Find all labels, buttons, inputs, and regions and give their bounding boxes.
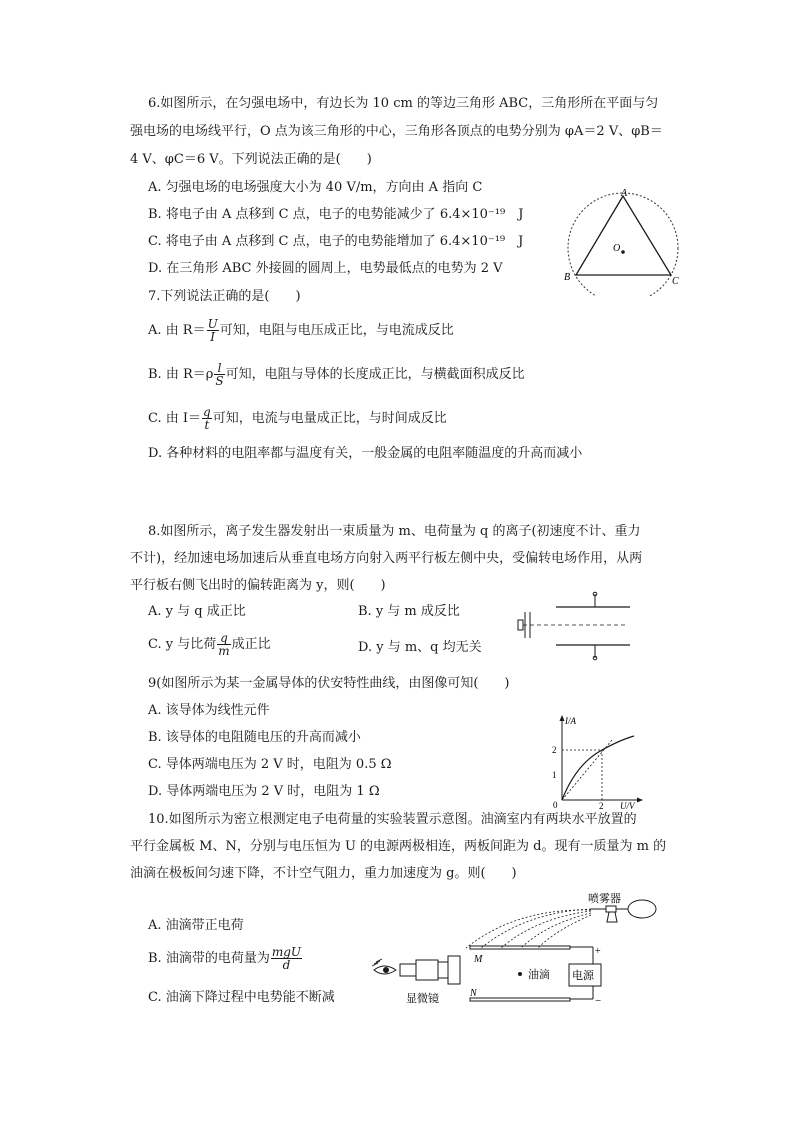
q8-option-c-suffix: 成正比 (231, 637, 271, 652)
q9-xtick-2: 2 (599, 801, 604, 810)
q7-option-c (148, 406, 447, 432)
q7-option-b-fraction (214, 362, 224, 387)
q9-option-c: C. 导体两端电压为 2 V 时，电阻为 0.5 Ω (148, 757, 392, 772)
q8-stem-line3: 平行板右侧飞出时的偏转距离为 y，则( ) (130, 578, 386, 593)
q10-stem-line1: 10.如图所示为密立根测定电子电荷量的实验装置示意图。油滴室内有两块水平放置的 (148, 812, 637, 827)
q10-power-label: 电源 (572, 970, 594, 982)
q7-option-c-fraction (202, 406, 212, 431)
q7-stem: 7.下列说法正确的是( ) (148, 289, 301, 304)
q8-stem-line2: 不计)，经加速电场加速后从垂直电场方向射入两平行板左侧中央，受偏转电场作用，从两 (130, 551, 643, 566)
q9-xlabel: U/V (620, 801, 635, 810)
q6-option-c: C. 将电子由 A 点移到 C 点，电子的电势能增加了 6.4×10⁻¹⁹ J (148, 234, 524, 249)
q9-iv-curve-graph (540, 712, 650, 810)
q8-option-c-fraction (217, 632, 230, 657)
q6-label-o: O (613, 243, 621, 254)
q7-option-a-fraction (207, 318, 219, 343)
q7-option-b (148, 362, 525, 388)
q7-option-c-den: t (204, 418, 210, 432)
q8-option-c (148, 632, 271, 658)
q9-option-b: B. 该导体的电阻随电压的升高而减小 (148, 730, 361, 745)
q10-millikan-apparatus-figure (366, 890, 666, 1010)
q7-option-b-num: l (214, 362, 224, 375)
q8-option-a: A. y 与 q 成正比 (148, 604, 246, 619)
q9-ytick-1: 1 (552, 770, 557, 780)
q10-plate-n-label: N (470, 988, 477, 999)
q7-option-a-den: I (210, 330, 216, 344)
q8-option-d: D. y 与 m、q 均无关 (358, 640, 482, 655)
q6-triangle-circle-figure (560, 188, 690, 296)
q10-option-b-den: d (282, 958, 291, 972)
q6-stem-line2: 强电场的电场线平行，O 点为该三角形的中心，三角形各顶点的电势分别为 φA＝2 V、φB＝ (130, 124, 663, 139)
q9-origin: 0 (553, 800, 558, 810)
q7-option-b-prefix: B. 由 R＝ρ (148, 367, 214, 382)
q10-option-c: C. 油滴下降过程中电势能不断减 (148, 990, 335, 1005)
q10-option-b-fraction (271, 946, 302, 971)
q7-option-a-suffix: 可知，电阻与电压成正比，与电流成反比 (219, 323, 454, 338)
q6-label-b: B (564, 272, 571, 283)
q6-label-a: A (621, 188, 628, 199)
q7-option-d: D. 各种材料的电阻率都与温度有关，一般金属的电阻率随温度的升高而减小 (148, 446, 583, 461)
q7-option-a-num: U (207, 317, 218, 331)
q10-minus-label: − (595, 995, 602, 1007)
q8-option-c-prefix: C. y 与比荷 (148, 637, 217, 652)
q7-option-c-num: q (203, 405, 211, 419)
q6-option-b: B. 将电子由 A 点移到 C 点，电子的电势能减少了 6.4×10⁻¹⁹ J (148, 207, 524, 222)
q10-plate-m-label: M (474, 954, 483, 965)
q6-stem-line1: 6.如图所示，在匀强电场中，有边长为 10 cm 的等边三角形 ABC，三角形所在平面与匀 (148, 96, 659, 111)
q9-option-a: A. 该导体为线性元件 (148, 703, 270, 718)
q10-microscope-label: 显微镜 (406, 993, 439, 1005)
q10-plus-label: + (595, 946, 601, 957)
q6-option-a: A. 匀强电场的电场强度大小为 40 V/m，方向由 A 指向 C (148, 180, 483, 195)
q10-stem-line2: 平行金属板 M、N，分别与电压恒为 U 的电源两极相连，两板间距为 d。现有一质量为 m 的 (130, 839, 667, 854)
q9-option-d: D. 导体两端电压为 2 V 时，电阻为 1 Ω (148, 784, 380, 799)
q8-option-b: B. y 与 m 成反比 (358, 604, 460, 619)
q10-drop-label: 油滴 (528, 969, 550, 981)
q10-sprayer-label: 喷雾器 (588, 893, 621, 905)
q7-option-b-suffix: 可知，电阻与导体的长度成正比，与横截面积成反比 (225, 367, 525, 382)
q9-ytick-2: 2 (552, 745, 557, 755)
q7-option-b-den: S (215, 374, 224, 388)
q6-option-d: D. 在三角形 ABC 外接圆的圆周上，电势最低点的电势为 2 V (148, 261, 503, 276)
q7-option-c-prefix: C. 由 I＝ (148, 411, 202, 426)
q8-option-c-num: q (217, 632, 230, 645)
q9-stem: 9(如图所示为某一金属导体的伏安特性曲线，由图像可知( ) (148, 676, 510, 691)
q10-option-b-prefix: B. 油滴带的电荷量为 (148, 951, 270, 966)
q10-stem-line3: 油滴在极板间匀速下降，不计空气阻力，重力加速度为 g。则( ) (130, 866, 517, 881)
q10-option-a: A. 油滴带正电荷 (148, 918, 244, 933)
q7-option-c-suffix: 可知，电流与电量成正比，与时间成反比 (212, 411, 447, 426)
q8-stem-line1: 8.如图所示，离子发生器发射出一束质量为 m、电荷量为 q 的离子(初速度不计、重力 (148, 524, 641, 539)
q7-option-a (148, 318, 454, 344)
q9-ylabel: I/A (565, 716, 576, 726)
q10-option-b-num: mgU (271, 945, 302, 959)
q10-option-b (148, 946, 303, 972)
q6-stem-line3: 4 V、φC＝6 V。下列说法正确的是( ) (130, 152, 372, 167)
q8-deflection-plates-figure (510, 588, 640, 664)
q8-option-c-den: m (218, 644, 230, 658)
q7-option-a-prefix: A. 由 R＝ (148, 323, 206, 338)
q6-label-c: C (672, 276, 679, 287)
